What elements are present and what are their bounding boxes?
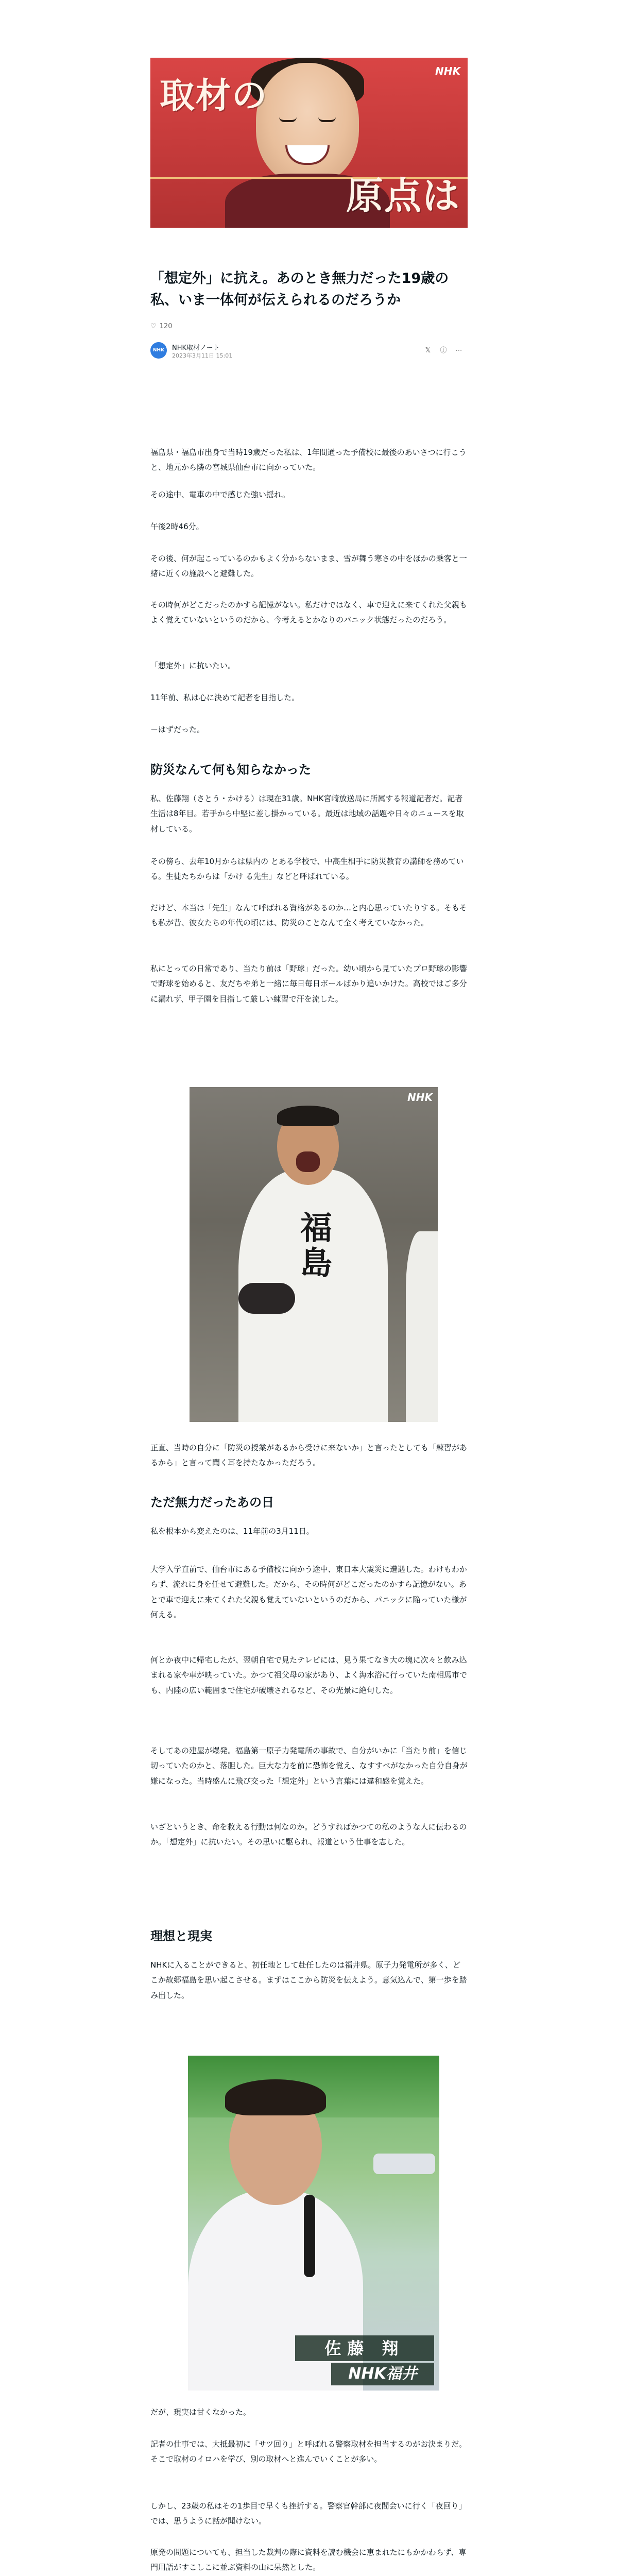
baseball-glove <box>238 1283 295 1314</box>
paragraph: だが、現実は甘くなかった。 <box>150 2408 251 2417</box>
caption-name: 佐藤 翔 <box>295 2335 434 2361</box>
teammate-figure <box>406 1231 438 1422</box>
paragraph: 福島県・福島市出身で当時19歳だった私は、1年間通った予備校に最後のあいさつに行こうと、地元から隣の宮城県仙台市に向かっていた。 <box>150 448 467 472</box>
like-count: 120 <box>159 323 173 330</box>
car-background <box>373 2154 435 2174</box>
paragraph: －はずだった。 <box>150 725 205 734</box>
paragraph: その時何がどこだったのかすら記憶がない。私だけではなく、車で迎えに来てくれた父親もよく覚えていないというのだから、今考えるとかなりのパニック状態だったのだろう。 <box>150 600 467 625</box>
paragraph: 11年前、私は心に決めて記者を目指した。 <box>150 693 300 702</box>
hero-image <box>150 58 468 228</box>
section-heading: 理想と現実 <box>150 1929 212 1943</box>
more-icon[interactable]: ⋯ <box>455 347 462 354</box>
paragraph: いざというとき、命を救える行動は何なのか。どうすればかつての私のような人に伝わるのか。「想定外」に抗いたい。その思いに駆られ、報道という仕事を志した。 <box>150 1822 467 1847</box>
article-title: 「想定外」に抗え。あのとき無力だった19歳の私、いま一体何が伝えられるのだろうか <box>150 270 449 308</box>
paragraph: NHKに入ることができると、初任地として赴任したのは福井県。原子力発電所が多く、どこか故郷福島を思い起こさせる。まずはここから防災を伝えよう。意気込んで、第一歩を踏み出した。 <box>150 1960 467 2000</box>
hero-eyes <box>279 117 336 126</box>
hero-title-line1: 取材の <box>160 75 268 116</box>
paragraph: その傍ら、去年10月からは県内の とある学校で、中高生相手に防災教育の講師を務めている。生徒たちからは「かけ る先生」などと呼ばれている。 <box>150 857 464 882</box>
paragraph: 私を根本から変えたのは、11年前の3月11日。 <box>150 1527 314 1536</box>
heart-icon[interactable]: ♡ <box>150 323 157 330</box>
reporter-hair <box>225 2079 326 2115</box>
paragraph: 「想定外」に抗いたい。 <box>150 661 236 670</box>
reporter-photo <box>188 2056 439 2391</box>
microphone <box>304 2195 315 2277</box>
paragraph: しかし、23歳の私はその1歩目で早くも挫折する。警察官幹部に夜間会いに行く「夜回り」では、思うように話が聞けない。 <box>150 2501 467 2526</box>
section-heading: ただ無力だったあの日 <box>150 1495 274 1510</box>
paragraph: だけど、本当は「先生」なんて呼ばれる資格があるのか…と内心思っていたりする。そもそも私が昔、彼女たちの年代の頃には、防災のことなんて全く考えていなかった。 <box>150 903 468 928</box>
paragraph: 私、佐藤翔（さとう・かける）は現在31歳。NHK宮崎放送局に所属する報道記者だ。記者生活は8年目。若手から中堅に差し掛かっている。最近は地域の話題や日々のニュースを取材している。 <box>150 794 464 834</box>
facebook-icon[interactable]: ⓕ <box>440 347 447 354</box>
paragraph: そしてあの建屋が爆発。福島第一原子力発電所の事故で、自分がいかに「当たり前」を信じ切っていたのかと、落胆した。巨大な力を前に恐怖を覚え、なすすべがなかった自分自身が嫌になった。当時盛んに飛び交った「想定外」という言葉には違和感を覚えた。 <box>150 1746 468 1786</box>
paragraph: 私にとっての日常であり、当たり前は「野球」だった。幼い頃から見ていたプロ野球の影響で野球を始めると、友だちや弟と一緒に毎日毎日ボールばかり追いかけた。高校ではご多分に漏れず、甲子園を目指して厳しい練習で汗を流した。 <box>150 964 467 1004</box>
x-icon[interactable]: 𝕏 <box>425 347 431 354</box>
caption-station: NHK福井 <box>331 2363 434 2385</box>
post-date: 2023年3月11日 15:01 <box>172 352 233 359</box>
hero-title-line2: 原点は <box>346 174 461 217</box>
paragraph: 正直、当時の自分に「防災の授業があるから受けに来ないか」と言ったとしても「練習があるから」と言って聞く耳を持たなかっただろう。 <box>150 1443 468 1468</box>
paragraph: 午後2時46分。 <box>150 522 204 531</box>
paragraph: 記者の仕事では、大抵最初に「サツ回り」と呼ばれる警察取材を担当するのがお決まりだ。そこで取材のイロハを学び、別の取材へと進んでいくことが多い。 <box>150 2439 467 2464</box>
paragraph: その後、何が起こっているのかもよく分からないまま、雪が舞う寒さの中をほかの乗客と一緒に近くの施設へと避難した。 <box>150 554 467 579</box>
baseball-photo <box>190 1087 438 1422</box>
nhk-logo: NHK <box>435 65 460 77</box>
uniform-lettering: 福 島 <box>300 1209 333 1282</box>
paragraph: 大学入学直前で、仙台市にある予備校に向かう途中、東日本大震災に遭遇した。わけもわからず、流れに身を任せて避難した。だから、その時何がどこだったのかすら記憶がない。あとで車で迎えに来てくれた父親も覚えていないというのだから、パニックに陥っていた様が何える。 <box>150 1565 467 1619</box>
player-hair <box>277 1106 339 1126</box>
avatar[interactable]: NHK <box>150 342 167 359</box>
nhk-logo: NHK <box>407 1091 433 1104</box>
paragraph: 原発の問題についても、担当した裁判の際に資料を読む機会に恵まれたにもかかわらず、専門用語がすこしこに並ぶ資料の山に呆然とした。 <box>150 2548 467 2572</box>
player-mouth <box>296 1151 320 1172</box>
section-heading: 防災なんて何も知らなかった <box>150 762 311 777</box>
like-counter[interactable] <box>150 323 172 330</box>
author-row <box>150 340 468 363</box>
author-name[interactable]: NHK取材ノート <box>172 344 220 352</box>
paragraph: 何とか夜中に帰宅したが、翌朝自宅で見たテレビには、見う果てなき大の塊に次々と飲み込まれる家や車が映っていた。かつて祖父母の家があり、よく海水浴に行っていた南相馬市でも、内陸の広い範囲まで住宅が破壊されるなど、その光景に絶句した。 <box>150 1655 468 1695</box>
paragraph: その途中、電車の中で感じた強い揺れ。 <box>150 490 290 499</box>
